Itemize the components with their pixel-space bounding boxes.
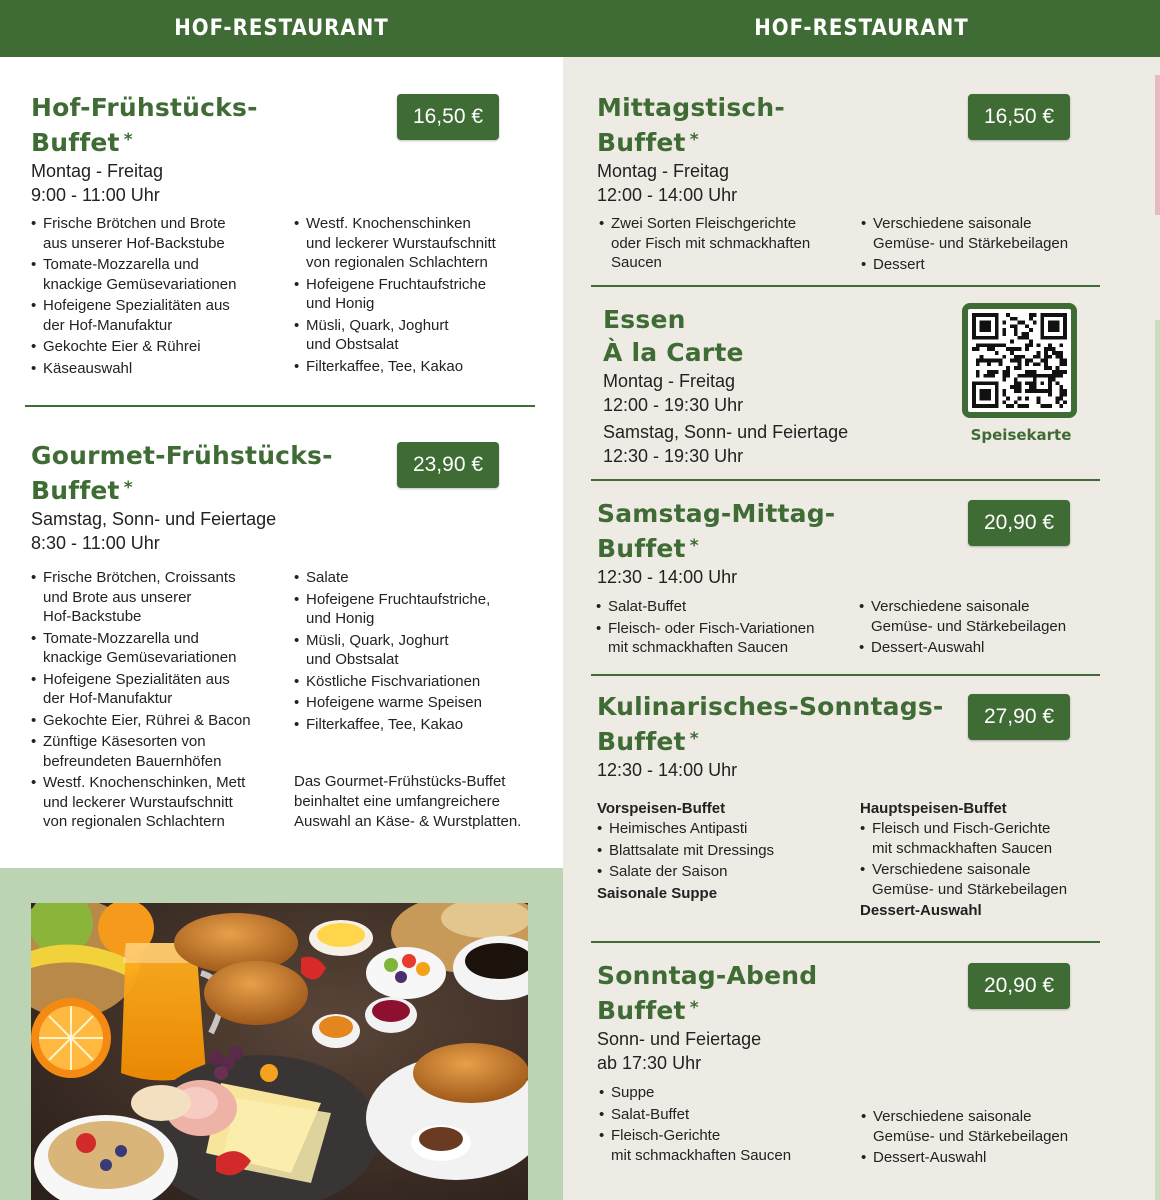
list-item: • Hofeigene Fruchtaufstriche, und Honig [294, 590, 556, 629]
list-item: • Dessert-Auswahl [859, 638, 1099, 658]
abend-title-line2: Buffet [597, 996, 686, 1025]
carte-title-line1: Essen [603, 305, 686, 334]
samstag-section [597, 497, 957, 589]
gourmet-note: Das Gourmet-Frühstücks-Buffet beinhaltet eine umfangreichere Auswahl an Käse- & Wurstplatten. [294, 773, 522, 830]
list-item: • Zwei Sorten Fleischgerichte oder Fisch mit schmackhaften Saucen [599, 214, 851, 273]
list-item: • Tomate-Mozzarella und knackige Gemüsevariationen [31, 255, 286, 294]
sonntag-title-line1: Kulinarisches-Sonntags- [597, 692, 944, 721]
edge-accent-green [1155, 320, 1160, 1200]
sonntag-price: 27,90 € [968, 694, 1070, 740]
mittag-title-line2: Buffet [597, 128, 686, 157]
abend-section [597, 959, 957, 1075]
gourmet-days: Samstag, Sonn- und Feiertage [31, 509, 277, 529]
list-item: • Filterkaffee, Tee, Kakao [294, 715, 556, 735]
hauptspeisen-heading: Hauptspeisen-Buffet [860, 800, 1007, 817]
list-item: • Gekochte Eier, Rührei & Bacon [31, 711, 289, 731]
abend-days: Sonn- und Feiertage [597, 1029, 762, 1049]
list-item: • Tomate-Mozzarella und knackige Gemüsevariationen [31, 629, 289, 668]
qr-label[interactable]: Speisekarte [970, 426, 1072, 444]
abend-star: * [689, 998, 699, 1018]
fruehstueck-price: 16,50 € [397, 94, 499, 140]
mittag-title [597, 91, 957, 159]
list-item: • Dessert-Auswahl [861, 1148, 1101, 1168]
abend-title [597, 959, 957, 1027]
divider-right-4 [591, 941, 1100, 943]
carte-section [603, 303, 933, 468]
header-left: HOF-RESTAURANT [0, 0, 563, 57]
list-item: • Zünftige Käsesorten von befreundeten Bauernhöfen [31, 732, 289, 771]
samstag-title [597, 497, 957, 565]
abend-title-line1: Sonntag-Abend [597, 961, 818, 990]
abend-list-2 [861, 1107, 1101, 1170]
gourmet-list-2 [294, 568, 556, 736]
list-item: • Fleisch und Fisch-Gerichte mit schmackhaften Saucen [860, 819, 1100, 858]
samstag-list-2 [859, 597, 1099, 660]
sonntag-hauptspeisen [860, 799, 1100, 921]
qr-code-icon[interactable] [962, 303, 1077, 418]
gourmet-title [31, 439, 391, 507]
mittag-time: 12:00 - 14:00 Uhr [597, 185, 738, 205]
list-item: • Verschiedene saisonale Gemüse- und Stärkebeilagen [861, 214, 1096, 253]
list-item: • Hofeigene Spezialitäten aus der Hof-Manufaktur [31, 296, 286, 335]
hauptspeisen-list [860, 819, 1100, 899]
list-item: • Salat-Buffet [596, 597, 851, 617]
breakfast-photo-icon [31, 903, 528, 1200]
samstag-star: * [689, 536, 699, 556]
sonntag-star: * [689, 729, 699, 749]
list-item: • Filterkaffee, Tee, Kakao [294, 357, 556, 377]
list-item: • Dessert [861, 255, 1096, 275]
sonntag-vorspeisen [597, 799, 852, 904]
samstag-time: 12:30 - 14:00 Uhr [597, 567, 738, 587]
fruehstueck-days: Montag - Freitag [31, 161, 164, 181]
list-item: • Hofeigene warme Speisen [294, 693, 556, 713]
mittag-days: Montag - Freitag [597, 161, 730, 181]
gourmet-section [31, 439, 391, 555]
vorspeisen-heading: Vorspeisen-Buffet [597, 800, 726, 817]
list-item: • Verschiedene saisonale Gemüse- und Stärkebeilagen [860, 860, 1100, 899]
list-item: • Müsli, Quark, Joghurt und Obstsalat [294, 316, 556, 355]
list-item: • Käseauswahl [31, 359, 286, 379]
list-item: • Fleisch- oder Fisch-Variationen mit schmackhaften Saucen [596, 619, 851, 658]
list-item: • Hofeigene Fruchtaufstriche und Honig [294, 275, 556, 314]
carte-days1: Montag - Freitag [603, 371, 736, 391]
carte-title-line2: À la Carte [603, 338, 744, 367]
abend-time: ab 17:30 Uhr [597, 1053, 702, 1073]
samstag-title-line2: Buffet [597, 534, 686, 563]
list-item: • Verschiedene saisonale Gemüse- und Stärkebeilagen [861, 1107, 1101, 1146]
list-item: • Müsli, Quark, Joghurt und Obstsalat [294, 631, 556, 670]
list-item: • Blattsalate mit Dressings [597, 841, 852, 861]
fruehstueck-section [31, 91, 391, 207]
edge-accent-pink [1155, 75, 1160, 215]
fruehstueck-star: * [123, 130, 133, 150]
sonntag-section [597, 690, 967, 782]
mittag-title-line1: Mittagstisch- [597, 93, 785, 122]
fruehstueck-title-line2: Buffet [31, 128, 120, 157]
fruehstueck-time: 9:00 - 11:00 Uhr [31, 185, 160, 205]
fruehstueck-list-2 [294, 214, 556, 378]
mittag-section [597, 91, 957, 207]
list-item: • Köstliche Fischvariationen [294, 672, 556, 692]
mittag-list-1 [599, 214, 851, 275]
samstag-list-1 [596, 597, 851, 660]
carte-title [603, 303, 933, 369]
carte-days2: Samstag, Sonn- und Feiertage [603, 422, 849, 442]
dessert-heading: Dessert-Auswahl [860, 902, 982, 919]
vorspeisen-list [597, 819, 852, 882]
samstag-price: 20,90 € [968, 500, 1070, 546]
divider-right-2 [591, 479, 1100, 481]
divider-left-1 [25, 405, 535, 407]
sonntag-title-line2: Buffet [597, 727, 686, 756]
list-item: • Westf. Knochenschinken, Mett und leckerer Wurstaufschnitt von regionalen Schlachtern [31, 773, 289, 832]
fruehstueck-title-line1: Hof-Frühstücks- [31, 93, 258, 122]
list-item: • Salate der Saison [597, 862, 852, 882]
list-item: • Suppe [599, 1083, 851, 1103]
list-item: • Frische Brötchen und Brote aus unserer Hof-Backstube [31, 214, 286, 253]
header-right: HOF-RESTAURANT [563, 0, 1160, 57]
list-item: • Verschiedene saisonale Gemüse- und Stärkebeilagen [859, 597, 1099, 636]
samstag-title-line1: Samstag-Mittag- [597, 499, 836, 528]
carte-time2: 12:30 - 19:30 Uhr [603, 446, 744, 466]
carte-time1: 12:00 - 19:30 Uhr [603, 395, 744, 415]
gourmet-title-line1: Gourmet-Frühstücks- [31, 441, 333, 470]
list-item: • Frische Brötchen, Croissants und Brote aus unserer Hof-Backstube [31, 568, 289, 627]
mittag-star: * [689, 130, 699, 150]
suppe-heading: Saisonale Suppe [597, 884, 718, 902]
abend-list-1 [599, 1083, 851, 1167]
sonntag-time: 12:30 - 14:00 Uhr [597, 760, 738, 780]
abend-price: 20,90 € [968, 963, 1070, 1009]
gourmet-star: * [123, 478, 133, 498]
fruehstueck-title [31, 91, 391, 159]
gourmet-title-line2: Buffet [31, 476, 120, 505]
gourmet-time: 8:30 - 11:00 Uhr [31, 533, 160, 553]
divider-right-3 [591, 674, 1100, 676]
list-item: • Gekochte Eier & Rührei [31, 337, 286, 357]
sonntag-title [597, 690, 967, 758]
list-item: • Salate [294, 568, 556, 588]
fruehstueck-list-1 [31, 214, 286, 380]
list-item: • Salat-Buffet [599, 1105, 851, 1125]
list-item: • Fleisch-Gerichte mit schmackhaften Saucen [599, 1126, 851, 1165]
divider-right-1 [591, 285, 1100, 287]
gourmet-list-1 [31, 568, 289, 834]
list-item: • Westf. Knochenschinken und leckerer Wurstaufschnitt von regionalen Schlachtern [294, 214, 556, 273]
gourmet-price: 23,90 € [397, 442, 499, 488]
mittag-price: 16,50 € [968, 94, 1070, 140]
list-item: • Hofeigene Spezialitäten aus der Hof-Manufaktur [31, 670, 289, 709]
mittag-list-2 [861, 214, 1096, 277]
list-item: • Heimisches Antipasti [597, 819, 852, 839]
